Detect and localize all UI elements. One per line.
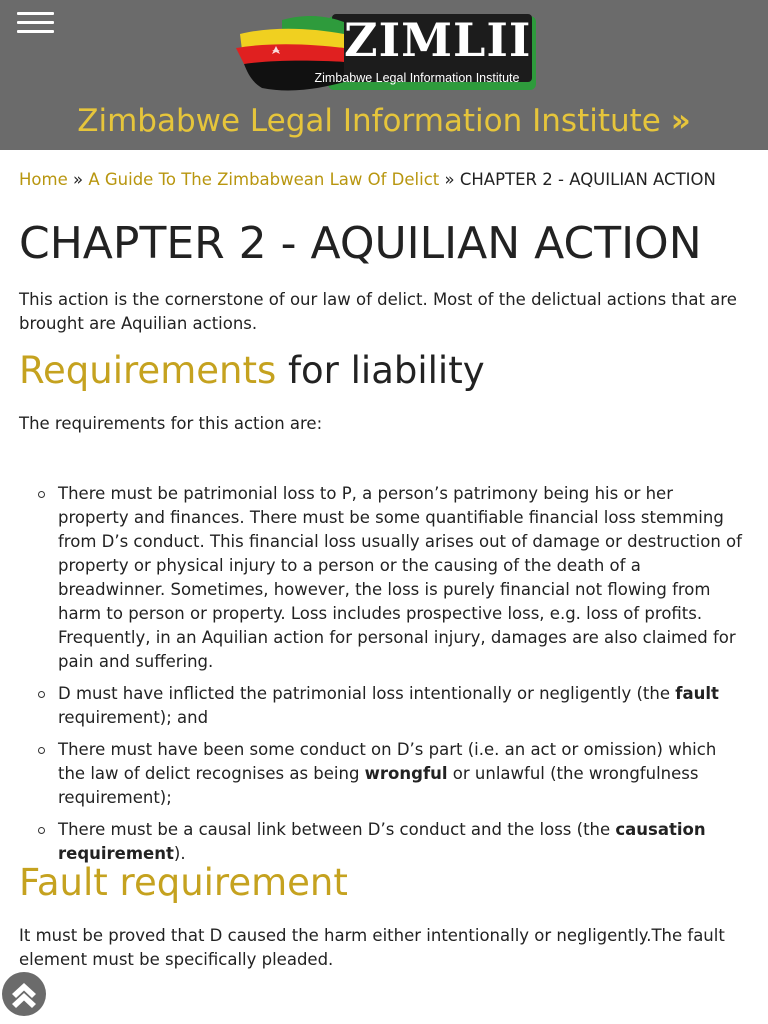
list-item-text: There must be a causal link between D’s conduct and the loss (the xyxy=(58,820,616,839)
hamburger-menu-icon[interactable] xyxy=(17,12,54,34)
fault-heading: Fault requirement xyxy=(19,861,348,904)
fault-paragraph: It must be proved that D caused the harm either intentionally or negligently.The fault element must be specifically pleaded. xyxy=(19,926,725,969)
logo-subtitle: Zimbabwe Legal Information Institute xyxy=(314,71,520,85)
breadcrumb-guide-link[interactable]: A Guide To The Zimbabwean Law Of Delict xyxy=(88,170,440,189)
list-item-text: or unlawful (the wrongfulness requirement); xyxy=(58,764,699,807)
breadcrumb-separator: » xyxy=(444,170,455,189)
list-item-text: D must have inflicted the patrimonial loss intentionally or negligently (the xyxy=(58,684,676,703)
list-item xyxy=(58,738,748,810)
page-title: CHAPTER 2 - AQUILIAN ACTION xyxy=(19,218,702,269)
list-item-text: There must be patrimonial loss to P, a person’s patrimony being his or her property and finances. There must be some quantifiable financial loss stemming from D’s conduct. This financial loss usually arises out of damage or destruction of property or physical injury to a person or the causing of the death of a breadwinner. Sometimes, however, the loss is purely financial not flowing from harm to person or property. Loss includes prospective loss, e.g. loss of profits. Frequently, in an Aquilian action for personal injury, damages are also claimed for pain and suffering. xyxy=(58,484,742,671)
site-title-text: Zimbabwe Legal Information Institute xyxy=(77,103,661,139)
breadcrumb-separator: » xyxy=(72,170,84,189)
list-item-bold: causation requirement xyxy=(58,820,706,863)
scroll-to-top-button[interactable] xyxy=(2,972,46,1016)
requirements-heading-rest: for liability xyxy=(276,349,485,392)
breadcrumb-home-link[interactable]: Home xyxy=(19,170,68,189)
list-item xyxy=(58,682,748,730)
list-item xyxy=(58,818,748,866)
list-item xyxy=(58,482,748,674)
requirements-lead: The requirements for this action are: xyxy=(19,414,323,433)
intro-paragraph: This action is the cornerstone of our law of delict. Most of the delictual actions that are brought are Aquilian actions. xyxy=(19,290,737,333)
list-item-text: requirement); and xyxy=(58,708,209,727)
list-item-text: There must have been some conduct on D’s part (i.e. an act or omission) which the law of delict recognises as being xyxy=(58,740,717,783)
breadcrumb-current: CHAPTER 2 - AQUILIAN ACTION xyxy=(459,170,716,189)
list-item-text: ). xyxy=(173,844,186,863)
requirements-list xyxy=(58,482,748,874)
double-chevron-right-icon: » xyxy=(670,103,691,139)
site-title-link[interactable] xyxy=(0,100,768,142)
requirements-heading xyxy=(19,348,485,394)
breadcrumb xyxy=(19,168,716,192)
double-chevron-up-icon xyxy=(2,972,46,1016)
site-header xyxy=(0,0,768,150)
requirements-heading-highlight: Requirements xyxy=(19,349,277,392)
logo-wordmark: ZIMLII xyxy=(344,13,532,67)
list-item-bold: fault xyxy=(675,684,719,703)
list-item-bold: wrongful xyxy=(364,764,448,783)
